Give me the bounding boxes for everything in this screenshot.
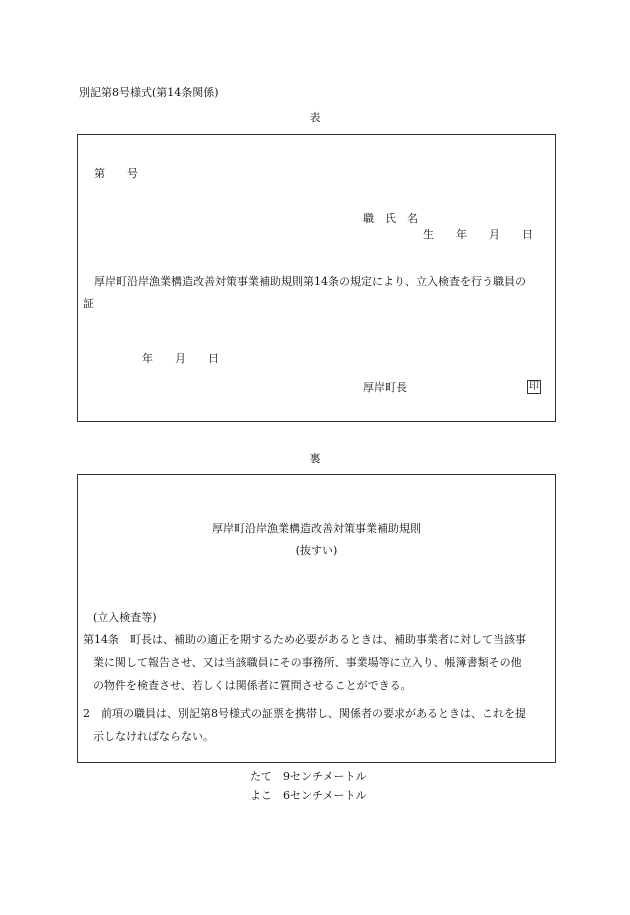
issue-date: 年 月 日 [142, 352, 219, 365]
certificate-number: 第 号 [94, 167, 138, 180]
seal-stamp: 印 [529, 381, 539, 392]
width-note: よこ 6センチメートル [250, 789, 367, 802]
excerpt-label: (抜すい) [295, 544, 338, 557]
article-line-3: の物件を検査させ、若しくは関係者に質問させることができる。 [93, 679, 412, 692]
back-card [77, 474, 556, 763]
birth-date-label: 生 年 月 日 [423, 228, 533, 241]
height-note: たて 9センチメートル [250, 770, 367, 783]
certificate-text-cont: 証 [83, 297, 94, 310]
issuer-title: 厚岸町長 [363, 381, 407, 394]
article-line-1: 第14条 町長は、補助の適正を期するため必要があるときは、補助事業者に対して当該事 [83, 633, 526, 646]
paragraph-2-line-2: 示しなければならない。 [93, 730, 214, 743]
article-line-2: 業に関して報告させ、又は当該職員にその事務所、事業場等に立入り、帳簿書類その他 [93, 656, 522, 669]
front-side-label: 表 [309, 111, 321, 124]
paragraph-2-line-1: 2 前項の職員は、別記第8号様式の証票を携帯し、関係者の要求があるときは、これを提 [83, 707, 526, 720]
front-card [77, 134, 556, 422]
section-heading: (立入検査等) [93, 611, 157, 624]
certificate-text: 厚岸町沿岸漁業構造改善対策事業補助規則第14条の規定により、立入検査を行う職員の [94, 275, 526, 288]
back-side-label: 裏 [309, 452, 321, 465]
form-reference: 別記第8号様式(第14条関係) [79, 86, 219, 99]
rule-title: 厚岸町沿岸漁業構造改善対策事業補助規則 [212, 522, 421, 535]
position-name-label: 職 氏 名 [363, 212, 418, 225]
